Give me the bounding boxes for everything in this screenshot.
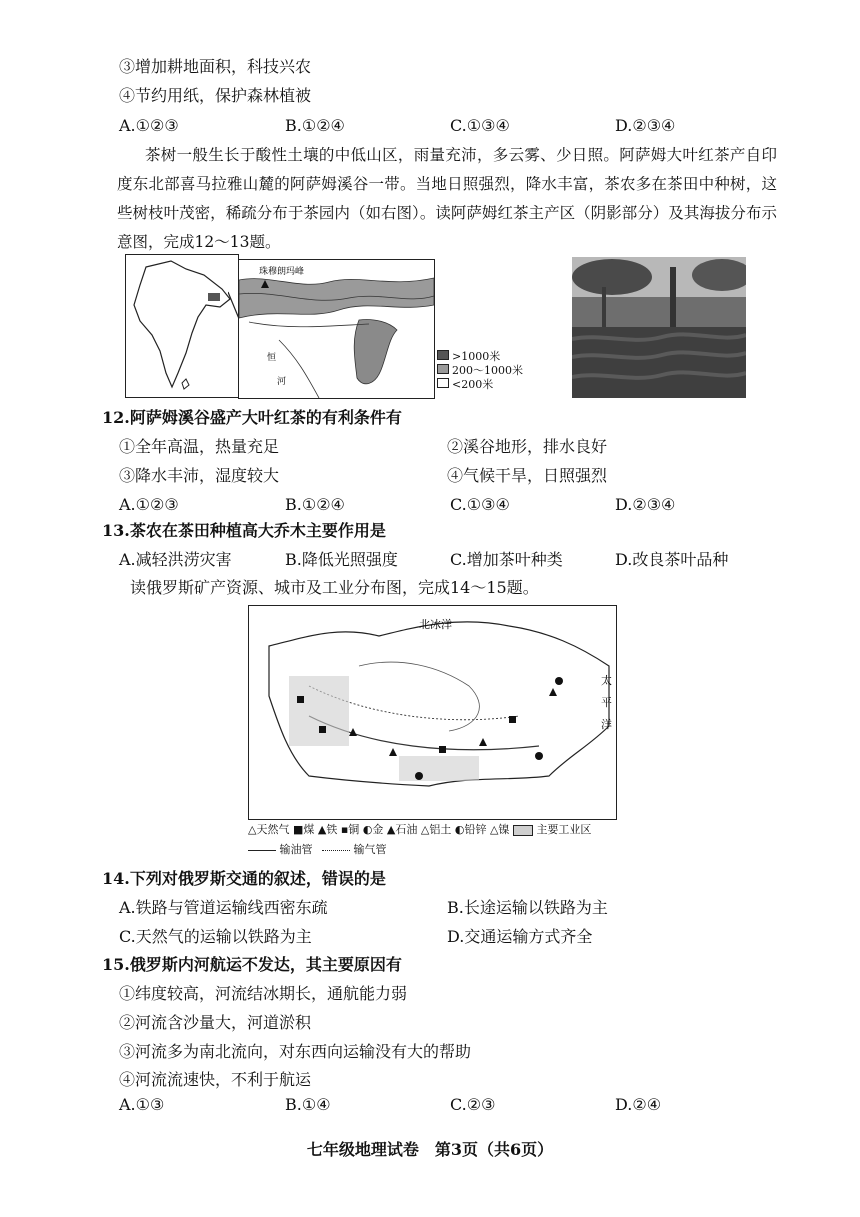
russia-resource-map xyxy=(248,605,617,820)
peak-label: 珠穆朗玛峰 xyxy=(259,267,305,277)
pacific-label-2: 平 xyxy=(601,696,612,709)
legend-industrial-swatch xyxy=(513,825,533,836)
q12-item-2: ②溪谷地形，排水良好 xyxy=(447,437,608,456)
q15-stem: 15.俄罗斯内河航运不发达，其主要原因有 xyxy=(102,955,402,974)
q12-option-b: B.①②④ xyxy=(285,495,345,514)
option-c: C.①③④ xyxy=(450,116,510,135)
legend-oil-pipe: 输油管 xyxy=(279,843,313,856)
q12-option-a: A.①②③ xyxy=(119,495,179,514)
q14-option-c: C.天然气的运输以铁路为主 xyxy=(119,927,312,946)
legend-high: >1000米 xyxy=(452,350,501,363)
legend-nickel: △镍 xyxy=(489,823,510,836)
q12-stem: 12.阿萨姆溪谷盛产大叶红茶的有利条件有 xyxy=(102,408,402,427)
legend-bauxite: △铝土 xyxy=(420,823,452,836)
russia-intro: 读俄罗斯矿产资源、城市及工业分布图，完成14～15题。 xyxy=(130,578,539,597)
legend-coal: ■煤 xyxy=(292,823,315,836)
gas-pipe-symbol xyxy=(322,850,350,851)
legend-swatch-low xyxy=(437,378,449,388)
q15-item-4: ④河流流速快，不利于航运 xyxy=(119,1070,312,1089)
russia-map-legend-2 xyxy=(248,843,387,857)
q13-option-d: D.改良茶叶品种 xyxy=(615,550,729,569)
river-label-1: 恒 xyxy=(267,353,277,363)
q13-option-a: A.减轻洪涝灾害 xyxy=(119,550,232,569)
pacific-label-1: 太 xyxy=(601,674,612,687)
tea-passage: 茶树一般生长于酸性土壤的中低山区，雨量充沛，多云雾、少日照。阿萨姆大叶红茶产自印度东北部喜马拉雅山麓的阿萨姆溪谷一带。当地日照强烈，降水丰富，茶农多在茶田中种树，这些树枝叶茂密，稀疏分布于茶园内（如右图）。读阿萨姆红茶主产区（阴影部分）及其海拔分布示意图，完成12～13题。 xyxy=(117,146,777,251)
q14-stem: 14.下列对俄罗斯交通的叙述，错误的是 xyxy=(102,869,386,888)
q12-option-c: C.①③④ xyxy=(450,495,510,514)
option-b: B.①②④ xyxy=(285,116,345,135)
option-a: A.①②③ xyxy=(119,116,179,135)
page-footer: 七年级地理试卷 第3页（共6页） xyxy=(306,1140,554,1159)
arctic-ocean-label: 北冰洋 xyxy=(419,618,452,631)
russia-map-legend xyxy=(248,823,591,837)
legend-gold: ◐金 xyxy=(362,823,384,836)
legend-industrial: 主要工业区 xyxy=(536,823,592,836)
q12-item-3: ③降水丰沛，湿度较大 xyxy=(119,466,280,485)
q12-item-1: ①全年高温，热量充足 xyxy=(119,437,280,456)
option-d: D.②③④ xyxy=(615,116,676,135)
map1-legend xyxy=(437,350,523,392)
q14-option-b: B.长途运输以铁路为主 xyxy=(447,898,608,917)
q15-option-a: A.①③ xyxy=(119,1095,165,1114)
q13-option-c: C.增加茶叶种类 xyxy=(450,550,563,569)
legend-gas-pipe: 输气管 xyxy=(353,843,387,856)
q13-option-b: B.降低光照强度 xyxy=(285,550,398,569)
india-inset-map xyxy=(125,254,239,398)
q15-item-2: ②河流含沙量大，河道淤积 xyxy=(119,1013,312,1032)
river-label-2: 河 xyxy=(277,377,287,387)
legend-iron: ▲铁 xyxy=(317,823,338,836)
item-4: ④节约用纸，保护森林植被 xyxy=(119,86,312,105)
q14-option-d: D.交通运输方式齐全 xyxy=(447,927,593,946)
q15-item-1: ①纬度较高，河流结冰期长，通航能力弱 xyxy=(119,984,408,1003)
legend-lead-zinc: ◐铅锌 xyxy=(454,823,487,836)
q14-option-a: A.铁路与管道运输线西密东疏 xyxy=(119,898,328,917)
tea-garden-photo xyxy=(572,257,746,398)
legend-low: <200米 xyxy=(452,378,494,391)
legend-copper: ▪铜 xyxy=(340,823,360,836)
assam-map xyxy=(238,259,435,399)
legend-swatch-high xyxy=(437,350,449,360)
q15-option-d: D.②④ xyxy=(615,1095,662,1114)
q15-item-3: ③河流多为南北流向，对东西向运输没有大的帮助 xyxy=(119,1042,472,1061)
oil-pipe-symbol xyxy=(248,850,276,851)
legend-swatch-mid xyxy=(437,364,449,374)
legend-gas: △天然气 xyxy=(248,823,290,836)
q15-option-b: B.①④ xyxy=(285,1095,331,1114)
q13-stem: 13.茶农在茶田种植高大乔木主要作用是 xyxy=(102,521,386,540)
q12-item-4: ④气候干旱，日照强烈 xyxy=(447,466,608,485)
legend-oil: ▲石油 xyxy=(386,823,418,836)
pacific-label-3: 洋 xyxy=(601,718,612,731)
q15-option-c: C.②③ xyxy=(450,1095,496,1114)
q12-option-d: D.②③④ xyxy=(615,495,676,514)
item-3: ③增加耕地面积，科技兴农 xyxy=(119,57,312,76)
legend-mid: 200～1000米 xyxy=(452,364,523,377)
